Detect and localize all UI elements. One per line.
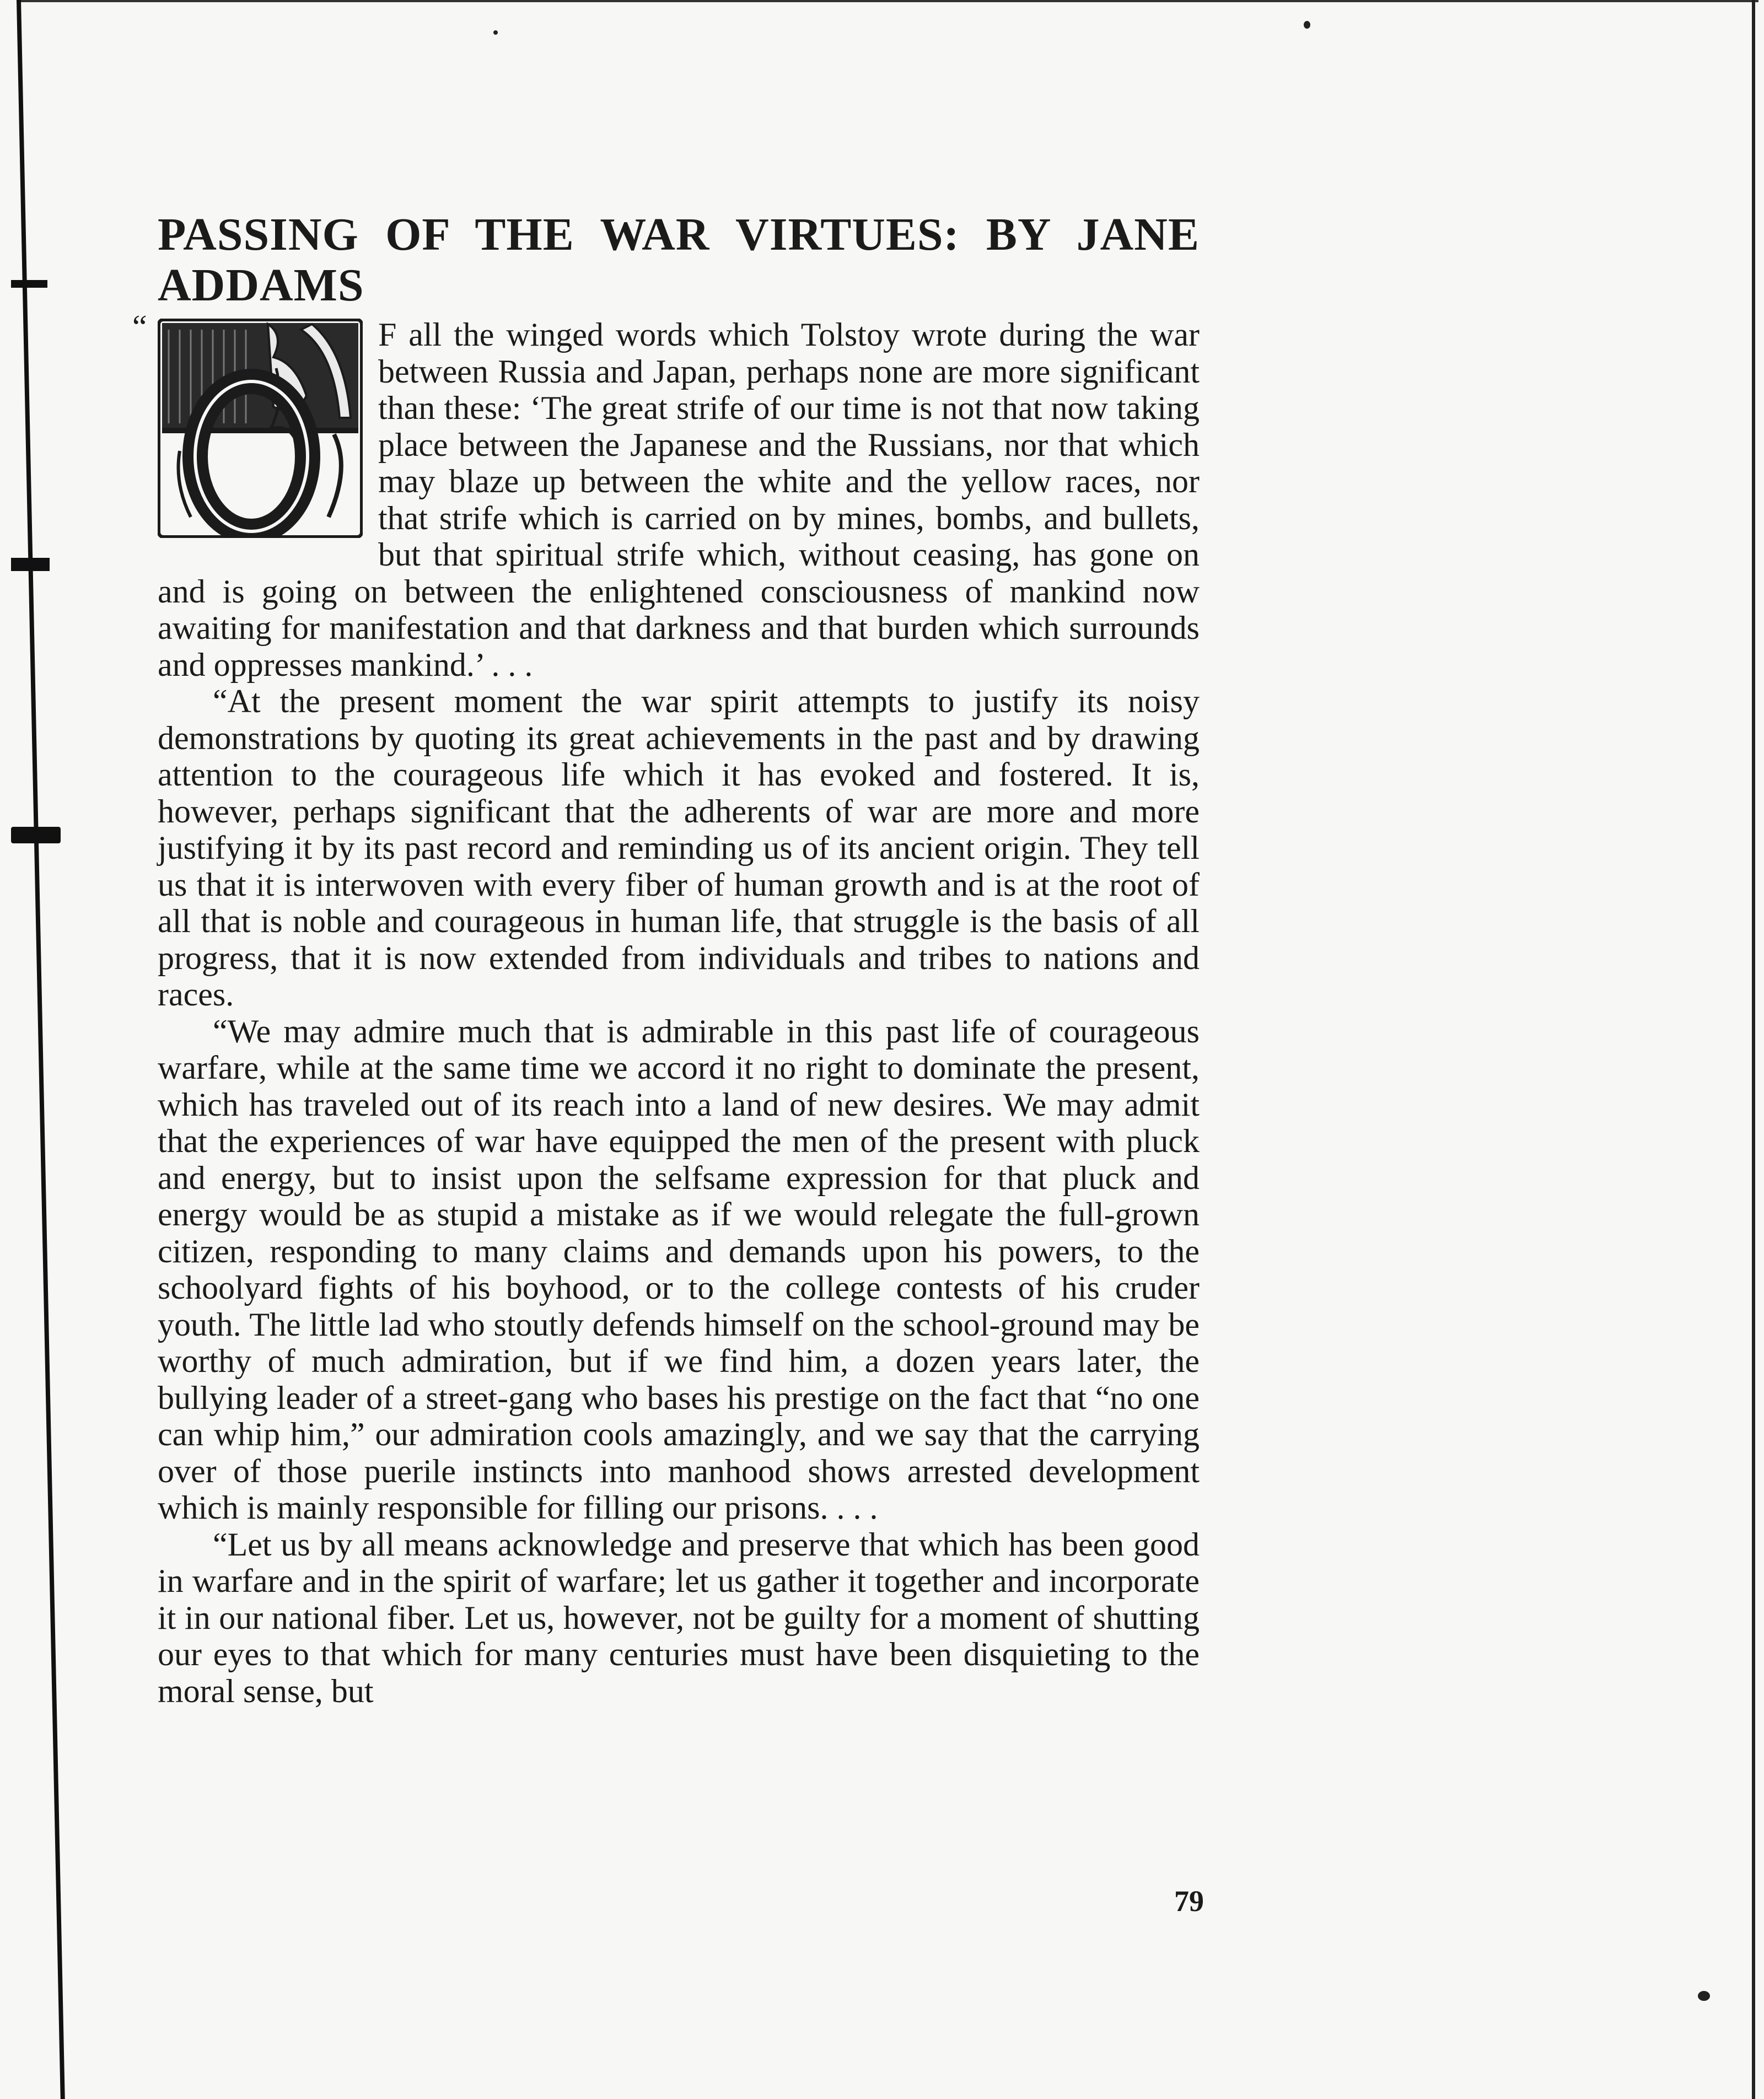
page-edge-right: [1752, 0, 1755, 2099]
article-body: [132, 309, 1200, 1709]
opening-quote: “: [132, 309, 147, 345]
scan-speck: [493, 30, 498, 35]
scan-speck: [1304, 21, 1310, 29]
illuminated-initial-o-icon: [158, 319, 363, 538]
scan-speck: [1698, 1991, 1710, 2001]
paragraph: “We may admire much that is admirable in this past life of courageous warfare, while at the same time we accord it no right to dominate the present, which has traveled out of its reach into a land of new desires. We may admit that the experiences of war have equipped the men of the present with pluck and energy, but to insist upon the selfsame expression for that pluck and energy would be as stupid a mistake as if we would relegate the full-grown citizen, responding to many claims and demands upon his powers, to the schoolyard fights of his boyhood, or to the college contests of his cruder youth. The little lad who stoutly defends himself on the school-ground may be worthy of much admiration, but if we find him, a dozen years later, the bullying leader of a street-gang who bases his prestige on the fact that “no one can whip him,” our admiration cools amazingly, and we say that the carrying over of those puerile instincts into manhood shows arrested development which is mainly responsible for filling our prisons. . . .: [158, 1013, 1200, 1526]
paragraph: F all the winged words which Tolstoy wrote during the war between Russia and Japan, perhaps none are more significant than these: ‘The great strife of our time is not that now taking place between the Japanese and the Russians, nor that which may blaze up between the white and the yellow races, nor that strife which is carried on by mines, bombs, and bullets, but that spiritual strife which, without ceasing, has gone on and is going on between the enlightened consciousness of mankind now awaiting for manifestation and that darkness and that burden which surrounds and oppresses mankind.’ . . .: [158, 316, 1200, 683]
binding-mark: [11, 558, 50, 571]
paragraph: “At the present moment the war spirit attempts to justify its noisy demonstrations by quoting its great achievements in the past and by drawing attention to the courageous life which it has evoked and fostered. It is, however, perhaps significant that the adherents of war are more and more justifying it by its past record and reminding us of its ancient origin. They tell us that it is interwoven with every fiber of human growth and is at the root of all that is noble and courageous in human life, that struggle is the basis of all progress, that it is now extended from individuals and tribes to nations and races.: [158, 683, 1200, 1013]
page-edge-left: [17, 0, 65, 2099]
page-edge-top: [17, 0, 1758, 2]
article-title: PASSING OF THE WAR VIRTUES: BY JANE ADDAMS: [158, 209, 1200, 311]
binding-mark: [11, 280, 47, 288]
paragraph: “Let us by all means acknowledge and preserve that which has been good in warfare and in the spirit of warfare; let us gather it together and incorporate it in our national fiber. Let us, however, not be guilty for a moment of shutting our eyes to that which for many centuries must have been disquieting to the moral sense, but: [158, 1526, 1200, 1709]
binding-mark: [11, 827, 61, 843]
first-paragraph: [132, 309, 1200, 683]
article-column: [132, 209, 1200, 1709]
page-number: 79: [1174, 1885, 1204, 1918]
